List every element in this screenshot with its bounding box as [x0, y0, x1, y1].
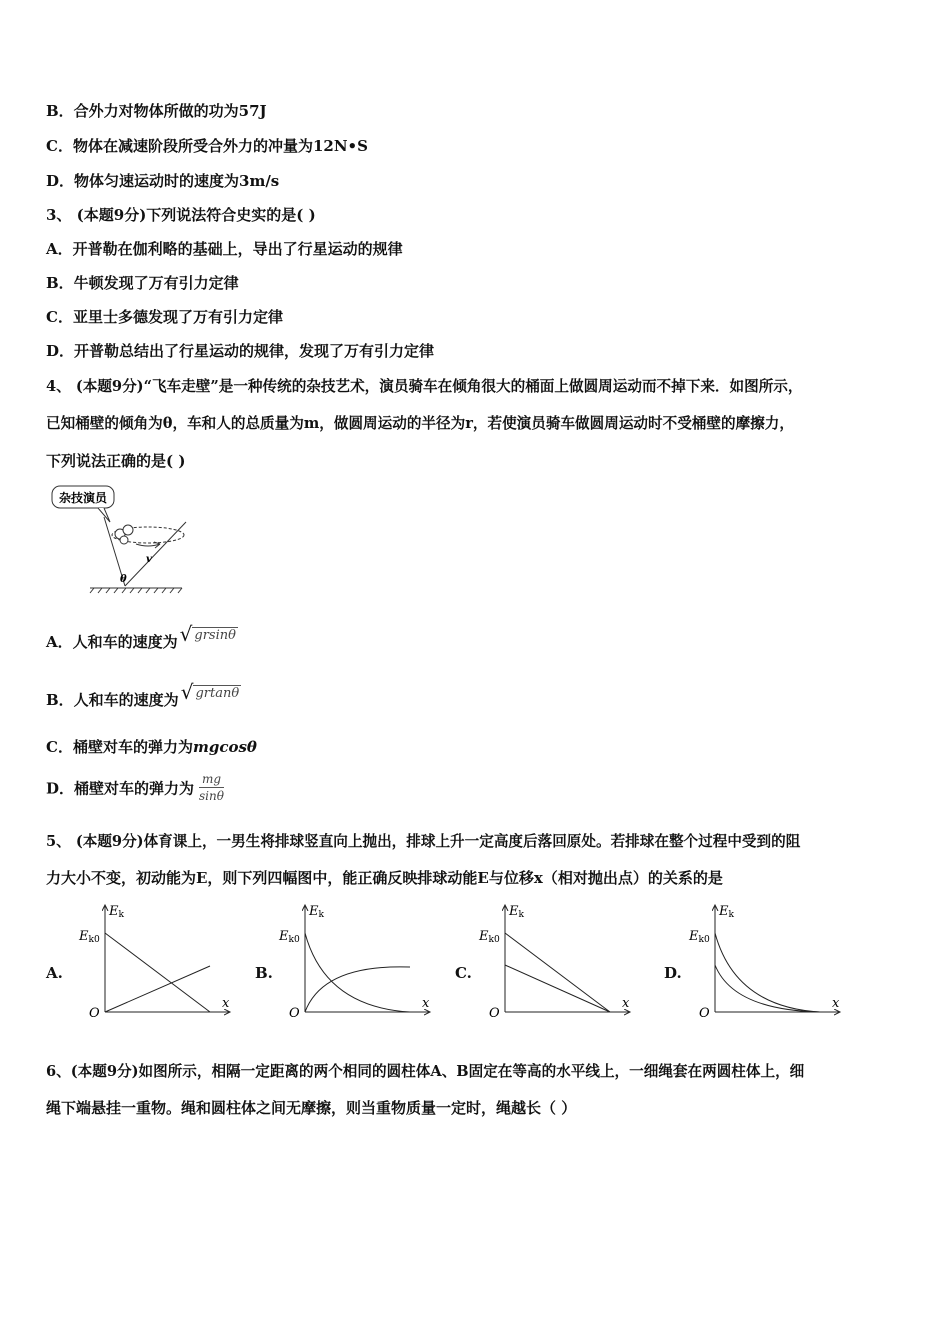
graph-b-x-label: x — [422, 996, 430, 1011]
q4-option-d — [46, 774, 227, 805]
graph-a-label: A. — [46, 964, 63, 982]
graph-c-ek0-label: Ek0 — [479, 929, 500, 945]
q3-option-c: C．亚里士多德发现了万有引力定律 — [46, 308, 283, 326]
graph-c-origin-label: O — [489, 1006, 500, 1021]
q4-option-d-text: D．桶壁对车的弹力为 — [46, 779, 195, 798]
graph-a-ek0-label: Ek0 — [79, 929, 100, 945]
figure-v: v — [146, 554, 152, 565]
q4-stem-line1: 4、 (本题9分)“飞车走壁”是一种传统的杂技艺术，演员骑车在倾角很大的桶面上做圆周运动而不掉下来．如图所示， — [46, 378, 803, 395]
q4-option-a-text: A．人和车的速度为 — [46, 633, 178, 651]
figure-theta: θ — [120, 574, 127, 585]
cone-right-wall — [125, 522, 186, 586]
velocity-arrow — [136, 544, 160, 546]
q6-stem-line1: 6、(本题9分)如图所示，相隔一定距离的两个相同的圆柱体A、B固定在等高的水平线上，一细绳套在两圆柱体上，细 — [46, 1063, 805, 1080]
q4-figure — [48, 482, 198, 594]
q4-option-c-formula: mgcosθ — [192, 738, 257, 756]
q4-option-b-text: B．人和车的速度为 — [46, 691, 179, 709]
graph-d-origin-label: O — [699, 1006, 710, 1021]
graph-b-y-label: Ek — [309, 904, 325, 920]
q5-stem-line2: 力大小不变，初动能为E，则下列四幅图中，能正确反映排球动能E与位移x（相对抛出点）的关系的是 — [46, 869, 723, 887]
graph-c-label: C. — [455, 964, 472, 982]
graph-d-curve-2 — [715, 965, 820, 1012]
graph-d-y-label: Ek — [719, 904, 735, 920]
graph-b-ek0-label: Ek0 — [279, 929, 300, 945]
q3-option-a: A．开普勒在伽利略的基础上，导出了行星运动的规律 — [46, 240, 403, 258]
graph-d-curve-1 — [715, 933, 820, 1012]
q5-stem-line1: 5、 (本题9分)体育课上，一男生将排球竖直向上抛出，排球上升一定高度后落回原处。若排球在整个过程中受到的阻 — [46, 833, 801, 850]
graph-b-curve-2 — [305, 967, 410, 1012]
graph-a-x-label: x — [222, 996, 230, 1011]
q6-stem-line2: 绳下端悬挂一重物。绳和圆柱体之间无摩擦，则当重物质量一定时，绳越长（ ） — [46, 1099, 577, 1117]
q4-stem-line3: 下列说法正确的是( ) — [46, 452, 186, 470]
q5-graphs — [0, 895, 950, 1030]
graph-b-curve-1 — [305, 933, 410, 1012]
q3-option-b: B．牛顿发现了万有引力定律 — [46, 274, 239, 292]
graph-d-ek0-label: Ek0 — [689, 929, 710, 945]
graph-a-y-label: Ek — [109, 904, 125, 920]
q4-option-d-fraction: $\frac{mg}{\sin\theta}$ — [199, 772, 224, 803]
q2-option-b: B．合外力对物体所做的功为57J — [46, 102, 267, 120]
graph-d-x-label: x — [832, 996, 840, 1011]
q4-option-b — [46, 680, 241, 710]
q2-option-d: D．物体匀速运动时的速度为3m/s — [46, 172, 280, 190]
graph-d-label: D. — [664, 964, 682, 982]
graph-c-y-label: Ek — [509, 904, 525, 920]
graph-b-label: B. — [255, 964, 273, 982]
q4-option-b-formula: √ grtanθ — [180, 680, 240, 704]
q3-option-d: D．开普勒总结出了行星运动的规律，发现了万有引力定律 — [46, 342, 435, 360]
q4-stem-line2: 已知桶壁的倾角为θ，车和人的总质量为m，做圆周运动的半径为r，若使演员骑车做圆周运动时不受桶壁的摩擦力， — [46, 415, 794, 432]
graph-b-origin-label: O — [289, 1006, 300, 1021]
q4-option-a — [46, 622, 238, 652]
q4-option-a-formula: √ grsinθ — [179, 622, 236, 646]
q4-option-c — [46, 736, 257, 757]
figure-label: 杂技演员 — [58, 491, 108, 505]
q4-option-c-text: C．桶壁对车的弹力为 — [46, 738, 193, 756]
q3-stem: 3、 (本题9分)下列说法符合史实的是( ) — [46, 206, 316, 224]
q2-option-c: C．物体在减速阶段所受合外力的冲量为12N•S — [46, 137, 368, 155]
graph-a-origin-label: O — [89, 1006, 100, 1021]
graph-c-x-label: x — [622, 996, 630, 1011]
